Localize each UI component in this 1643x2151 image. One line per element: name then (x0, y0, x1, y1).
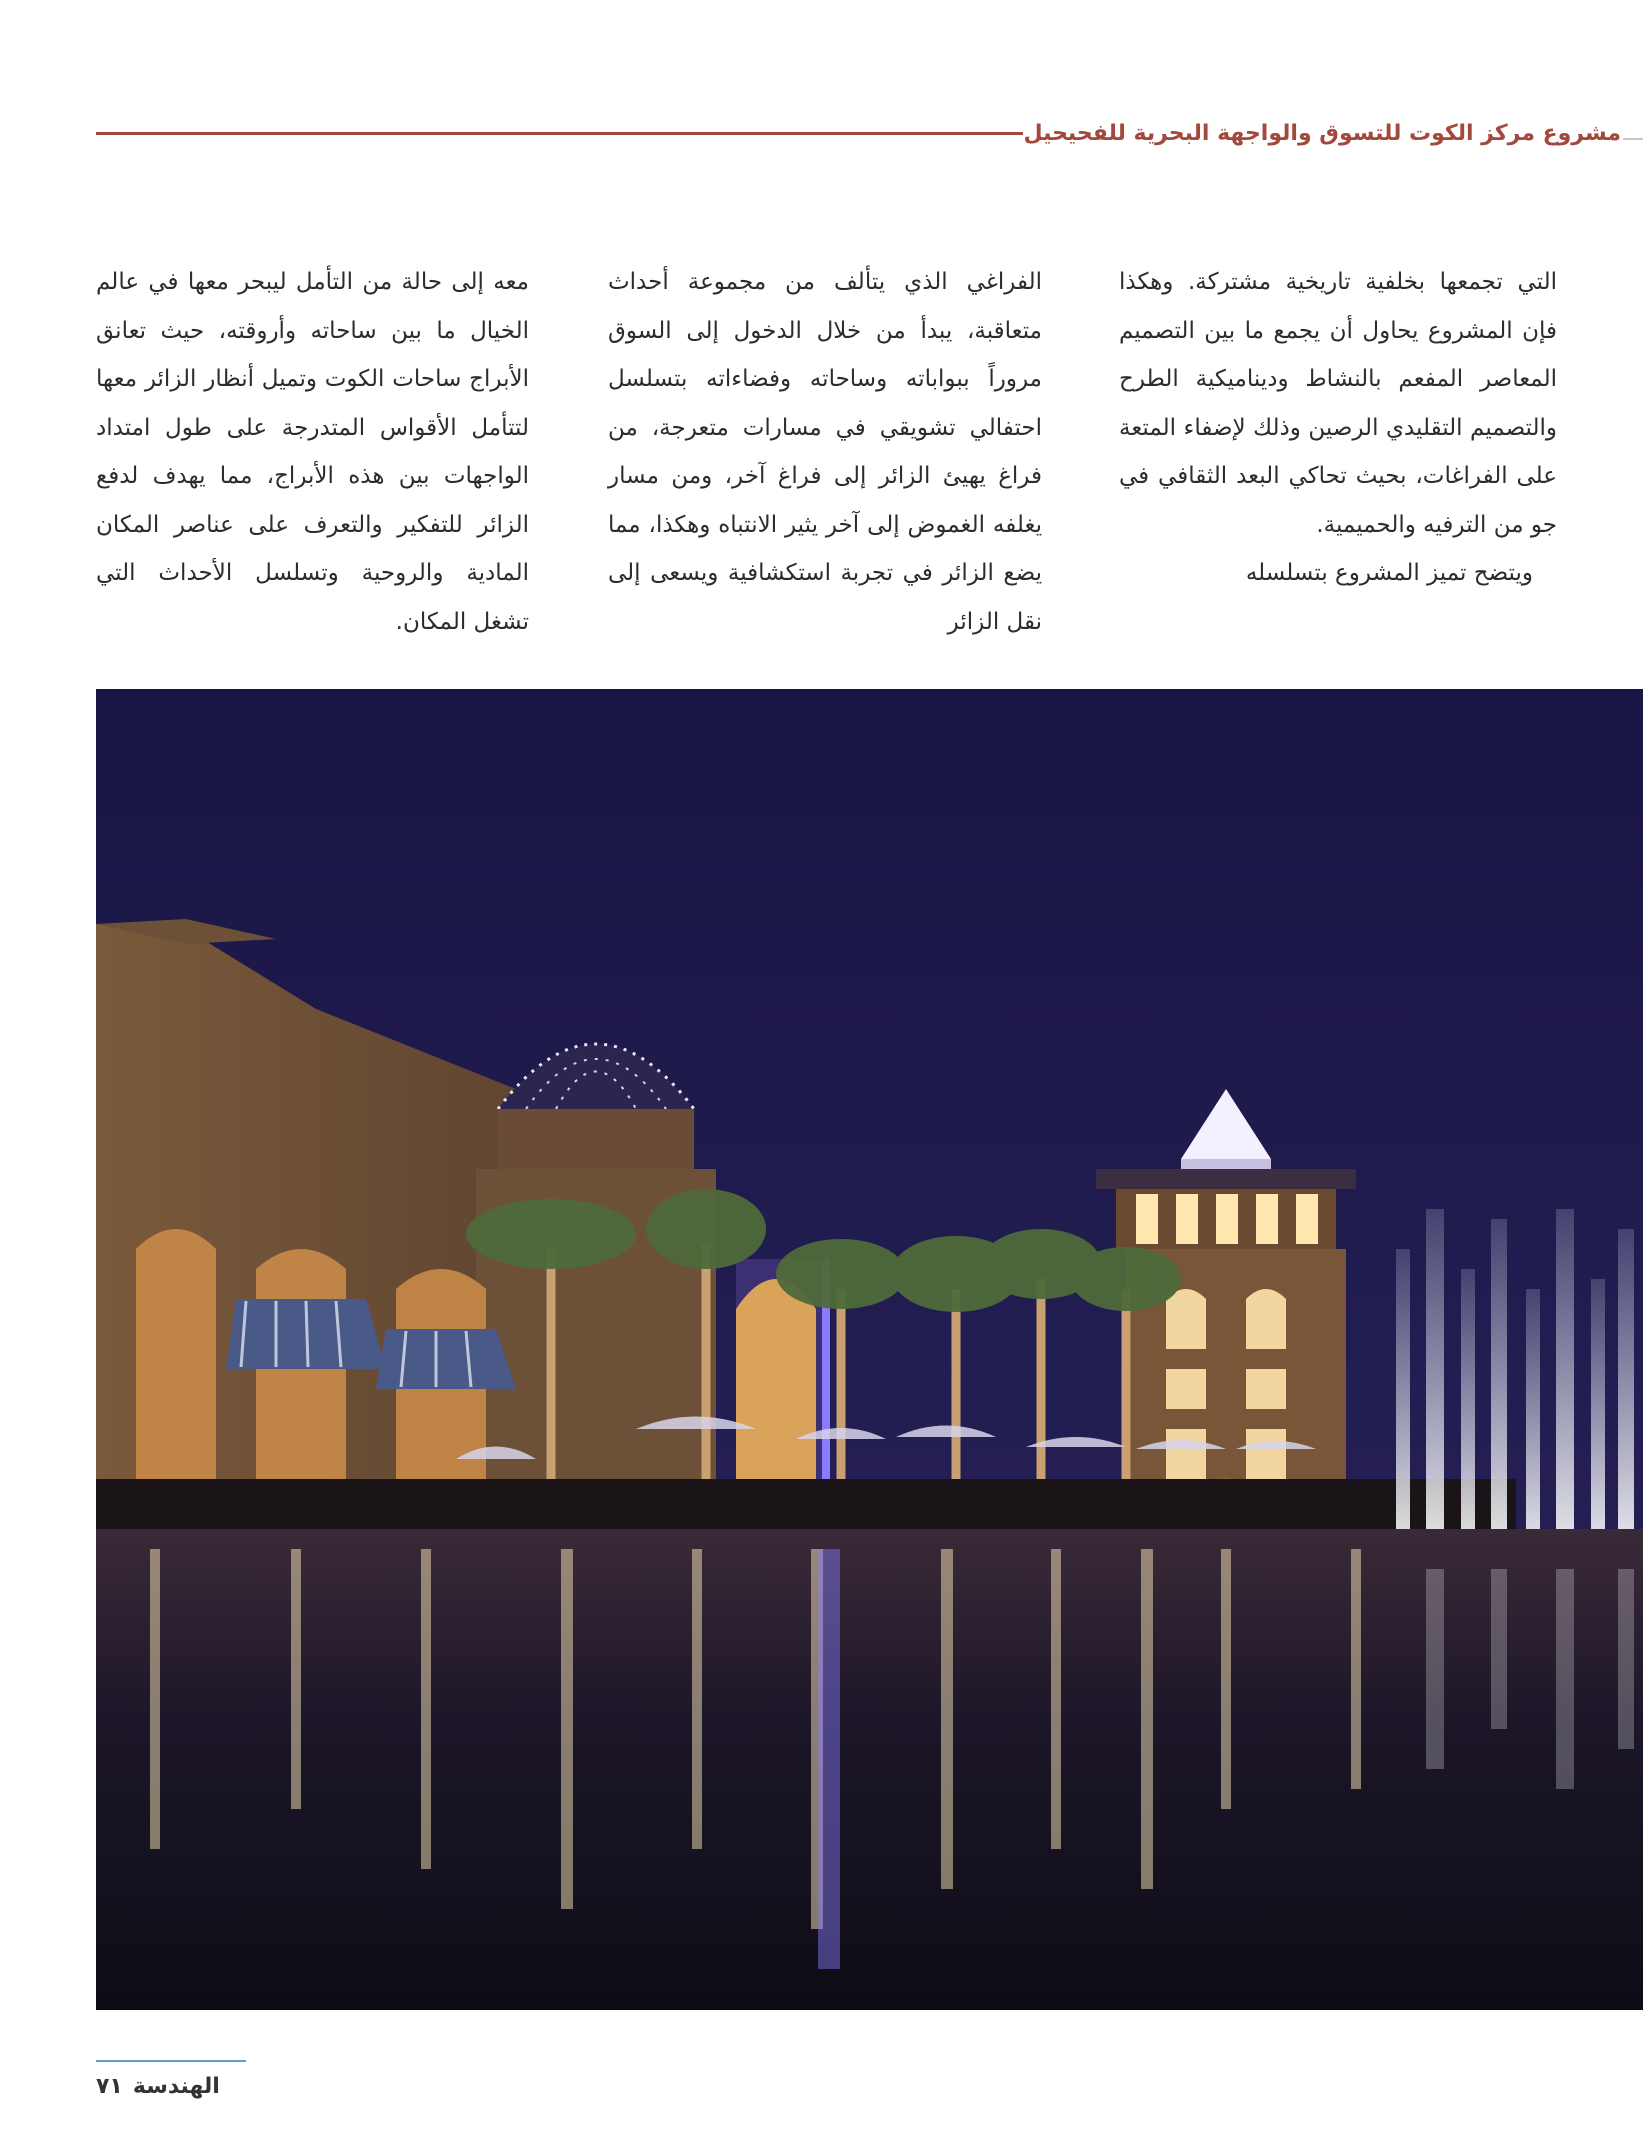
header-rule (96, 132, 1023, 135)
text-column-right (1119, 258, 1557, 598)
magazine-name: الهندسة (132, 2074, 220, 2099)
page-header (96, 116, 1643, 150)
waterfront-illustration (96, 689, 1643, 2010)
header-rule-tail (1623, 138, 1643, 140)
text-column-left (96, 258, 529, 646)
paragraph: معه إلى حالة من التأمل ليبحر معها في عالم الخيال ما بين ساحاته وأروقته، حيث تعانق الأبراج ساحات الكوت وتميل أنظار الزائر معها لتتأمل الأقواس المتدرجة على طول امتداد الواجهات بين هذه الأبراج، مما يهدف لدفع الزائر للتفكير والتعرف على عناصر المكان المادية والروحية وتسلسل الأحداث التي تشغل المكان. (96, 269, 529, 635)
paragraph: ويتضح تميز المشروع بتسلسله (1245, 560, 1533, 586)
paragraph: التي تجمعها بخلفية تاريخية مشتركة. وهكذا فإن المشروع يحاول أن يجمع ما بين التصميم المعاصر المفعم بالنشاط وديناميكية الطرح والتصميم التقليدي الرصين وذلك لإضفاء المتعة على الفراغات، بحيث تحاكي البعد الثقافي في جو من الترفيه والحميمية. (1119, 269, 1557, 538)
page-footer (96, 2074, 220, 2099)
night-waterfront-photo (96, 689, 1643, 2010)
header-title: مشروع مركز الكوت للتسوق والواجهة البحرية للفحيحيل (1023, 120, 1621, 146)
text-column-middle (608, 258, 1042, 646)
footer-rule (96, 2060, 246, 2062)
page-number: ٧١ (96, 2074, 123, 2099)
paragraph: الفراغي الذي يتألف من مجموعة أحداث متعاقبة، يبدأ من خلال الدخول إلى السوق مروراً ببواباته وساحاته وفضاءاته بتسلسل احتفالي تشويقي في مسارات متعرجة، من فراغ يهيئ الزائر إلى فراغ آخر، ومن مسار يغلفه الغموض إلى آخر يثير الانتباه وهكذا، مما يضع الزائر في تجربة استكشافية ويسعى إلى نقل الزائر (608, 269, 1042, 635)
water (96, 1529, 1643, 2010)
